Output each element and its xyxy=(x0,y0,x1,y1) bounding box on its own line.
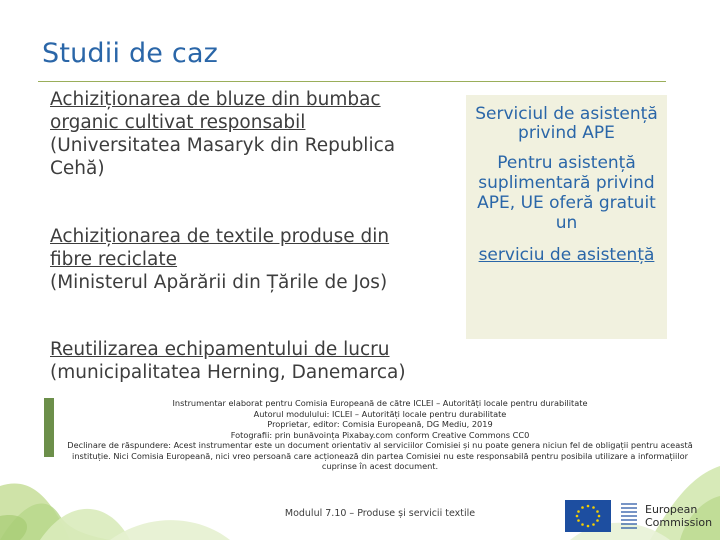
case-study-2-source: (Ministerul Apărării din Țările de Jos) xyxy=(50,272,388,293)
credits-accent-bar xyxy=(44,398,54,457)
case-study-3 xyxy=(50,338,450,384)
case-study-2-link[interactable]: Achiziționarea de textile produse din fibre reciclate xyxy=(50,226,390,270)
credits-line-4: Fotografii: prin bunăvoința Pixabay.com conform Creative Commons CC0 xyxy=(230,429,530,440)
eu-flag-icon xyxy=(565,500,611,532)
credits-block xyxy=(60,398,700,471)
case-study-1 xyxy=(50,88,420,180)
slide-title: Studii de caz xyxy=(42,38,219,69)
credits-line-2: Autorul modulului: ICLEI – Autorități locale pentru durabilitate xyxy=(253,408,507,419)
european-commission-text xyxy=(645,503,712,529)
ec-text-line-2: Commission xyxy=(645,516,713,529)
credits-disclaimer: Declinare de răspundere: Acest instrumentar este un document orientativ al serviciilor Comisiei și nu poate genera niciun fel de obligații pentru această instituție. Nici Comisia Europeană, nici vreo persoană care acționează din partea Comisiei nu este responsabilă pentru posibila utilizare a informațiilor cuprinse în acest document. xyxy=(67,440,693,471)
case-study-2 xyxy=(50,225,420,294)
decorative-leaves-left xyxy=(0,456,300,540)
credits-line-3: Proprietar, editor: Comisia Europeană, DG Mediu, 2019 xyxy=(267,419,493,429)
case-study-3-source: (municipalitatea Herning, Danemarca) xyxy=(50,362,406,383)
case-study-3-link[interactable]: Reutilizarea echipamentului de lucru xyxy=(50,339,390,360)
commission-building-icon xyxy=(619,500,639,532)
case-study-1-link[interactable]: Achiziționarea de bluze din bumbac organic cultivat responsabil xyxy=(50,89,381,133)
case-study-1-source: (Universitatea Masaryk din Republica Cehă) xyxy=(50,135,396,179)
helpdesk-body: Pentru asistență suplimentară privind APE, UE oferă gratuit un xyxy=(477,153,656,233)
helpdesk-link[interactable]: serviciu de asistență xyxy=(478,245,655,265)
title-divider xyxy=(38,81,666,82)
ec-text-line-1: European xyxy=(645,503,698,516)
footer-module-label: Modulul 7.10 – Produse și servicii textile xyxy=(284,508,476,519)
european-commission-logo xyxy=(565,494,715,538)
helpdesk-heading: Serviciul de asistență privind APE xyxy=(475,104,658,143)
credits-line-1: Instrumentar elaborat pentru Comisia Europeană de către ICLEI – Autorități locale pentru durabilitate xyxy=(172,398,588,408)
helpdesk-box xyxy=(466,95,667,339)
